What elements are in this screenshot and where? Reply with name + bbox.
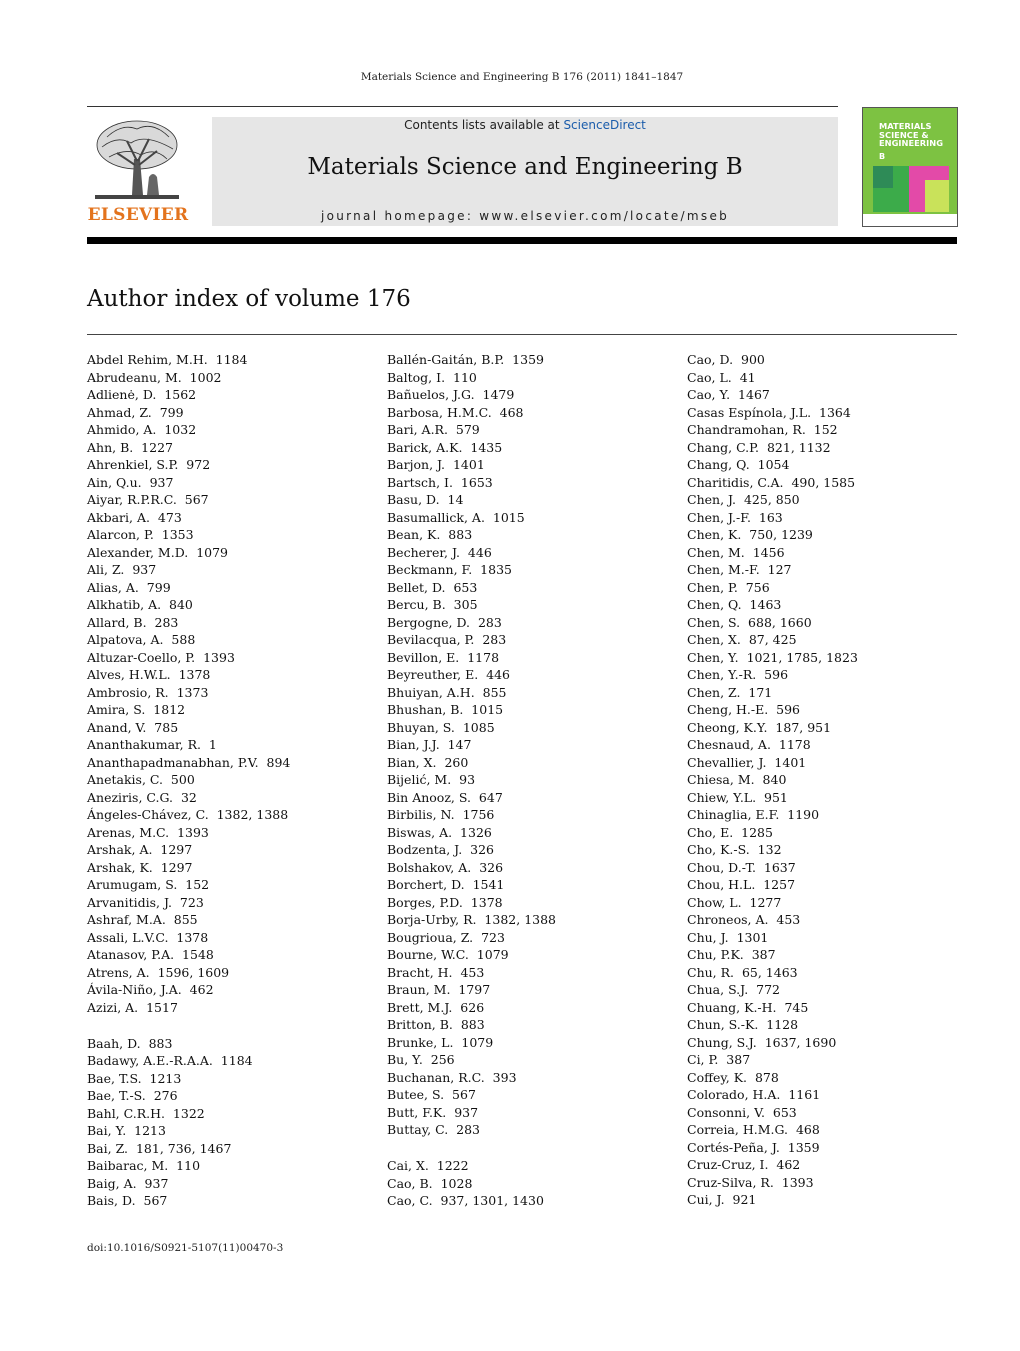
author-entry: Chou, D.-T. 1637 (687, 859, 796, 875)
author-entry: Borja-Urby, R. 1382, 1388 (387, 912, 557, 927)
author-entry: Aiyar, R.P.R.C. 567 (87, 492, 209, 507)
author-entry: Chen, K. 750, 1239 (687, 527, 813, 542)
author-entry: Ananthakumar, R. 1 (87, 737, 217, 752)
author-entry: Bergogne, D. 283 (387, 614, 502, 630)
author-entry: Chandramohan, R. 152 (687, 422, 838, 437)
author-entry: Bhuiyan, A.H. 855 (387, 684, 507, 700)
author-entry: Cortés-Peña, J. 1359 (687, 1139, 820, 1155)
author-entry: Buttay, C. 283 (387, 1122, 480, 1137)
author-entry: Becherer, J. 446 (387, 544, 492, 560)
author-entry: Ambrosio, R. 1373 (87, 684, 209, 700)
author-entry: Assali, L.V.C. 1378 (87, 929, 209, 945)
author-entry: Chen, Q. 1463 (687, 597, 782, 612)
sciencedirect-link[interactable]: ScienceDirect (563, 118, 646, 132)
author-entry: Birbilis, N. 1756 (387, 807, 495, 822)
page-title: Author index of volume 176 (87, 286, 411, 312)
author-column-3 (687, 351, 858, 1209)
author-entry: Chen, Y.-R. 596 (687, 667, 789, 682)
author-entry: Beckmann, F. 1835 (387, 562, 512, 577)
author-entry: Ananthapadmanabhan, P.V. 894 (87, 754, 291, 770)
author-entry: Cao, Y. 1467 (687, 387, 770, 402)
author-entry: Bae, T.-S. 276 (87, 1088, 178, 1103)
author-entry: Chen, J.-F. 163 (687, 509, 783, 525)
author-entry: Bahl, C.R.H. 1322 (87, 1105, 205, 1121)
author-entry: Azizi, A. 1517 (87, 999, 178, 1015)
author-entry: Abdel Rehim, M.H. 1184 (87, 352, 248, 367)
author-entry: Baah, D. 883 (87, 1035, 173, 1051)
elsevier-wordmark: ELSEVIER (87, 205, 189, 225)
letter-gap (87, 1016, 290, 1035)
author-entry: Britton, B. 883 (387, 1017, 485, 1032)
author-entry: Bin Anooz, S. 647 (387, 789, 503, 805)
author-entry: Anetakis, C. 500 (87, 772, 195, 787)
doi: doi:10.1016/S0921-5107(11)00470-3 (87, 1242, 284, 1254)
author-entry: Chang, Q. 1054 (687, 457, 790, 472)
contents-prefix: Contents lists available at (404, 118, 564, 132)
author-entry: Coffey, K. 878 (687, 1069, 779, 1085)
author-entry: Basumallick, A. 1015 (387, 509, 525, 525)
author-entry: Chou, H.L. 1257 (687, 877, 796, 892)
author-entry: Akbari, A. 473 (87, 509, 182, 525)
author-entry: Alpatova, A. 588 (87, 632, 196, 647)
cover-letter: B (879, 152, 886, 161)
author-entry: Butt, F.K. 937 (387, 1104, 479, 1120)
author-entry: Chun, S.-K. 1128 (687, 1017, 799, 1032)
author-entry: Bañuelos, J.G. 1479 (387, 387, 515, 402)
author-entry: Arumugam, S. 152 (87, 877, 210, 892)
author-entry: Arvanitidis, J. 723 (87, 894, 204, 910)
author-entry: Chang, C.P. 821, 1132 (687, 439, 831, 455)
author-entry: Ávila-Niño, J.A. 462 (87, 982, 214, 997)
author-entry: Colorado, H.A. 1161 (687, 1087, 821, 1102)
author-entry: Cruz-Silva, R. 1393 (687, 1174, 814, 1190)
author-entry: Borchert, D. 1541 (387, 877, 505, 892)
author-entry: Alexander, M.D. 1079 (87, 544, 229, 560)
author-entry: Bae, T.S. 1213 (87, 1070, 182, 1086)
author-entry: Basu, D. 14 (387, 492, 464, 507)
author-entry: Chu, J. 1301 (687, 929, 769, 945)
author-entry: Braun, M. 1797 (387, 982, 491, 997)
author-column-2 (387, 351, 556, 1210)
author-entry: Bartsch, I. 1653 (387, 474, 493, 490)
author-entry: Amira, S. 1812 (87, 702, 186, 717)
author-entry: Bercu, B. 305 (387, 597, 478, 612)
author-entry: Abrudeanu, M. 1002 (87, 369, 222, 385)
author-entry: Chu, R. 65, 1463 (687, 964, 798, 980)
author-entry: Chiesa, M. 840 (687, 772, 787, 787)
author-entry: Bolshakov, A. 326 (387, 859, 504, 875)
author-entry: Ain, Q.u. 937 (87, 474, 174, 490)
author-entry: Bijelić, M. 93 (387, 772, 476, 787)
author-entry: Bian, X. 260 (387, 754, 469, 770)
author-entry: Cao, C. 937, 1301, 1430 (387, 1193, 544, 1208)
author-entry: Ci, P. 387 (687, 1052, 751, 1067)
author-entry: Bourne, W.C. 1079 (387, 947, 509, 962)
author-entry: Cho, K.-S. 132 (687, 842, 782, 857)
author-entry: Chen, X. 87, 425 (687, 632, 797, 647)
author-entry: Chen, S. 688, 1660 (687, 614, 812, 630)
author-entry: Arenas, M.C. 1393 (87, 824, 209, 840)
author-entry: Buchanan, R.C. 393 (387, 1069, 517, 1085)
author-entry: Cheng, H.-E. 596 (687, 702, 801, 717)
author-entry: Cruz-Cruz, I. 462 (687, 1157, 801, 1172)
author-entry: Bhuyan, S. 1085 (387, 719, 495, 735)
author-entry: Ali, Z. 937 (87, 562, 157, 577)
author-entry: Chiew, Y.L. 951 (687, 789, 788, 805)
author-entry: Bian, J.J. 147 (387, 737, 472, 752)
header-thick-rule (87, 237, 957, 244)
author-entry: Chesnaud, A. 1178 (687, 737, 811, 752)
author-entry: Chung, S.J. 1637, 1690 (687, 1034, 837, 1050)
author-entry: Ahn, B. 1227 (87, 439, 173, 455)
author-entry: Bari, A.R. 579 (387, 422, 480, 437)
journal-cover (862, 107, 958, 227)
author-entry: Chroneos, A. 453 (687, 912, 801, 927)
author-entry: Butee, S. 567 (387, 1087, 476, 1102)
author-entry: Chua, S.J. 772 (687, 982, 780, 997)
author-entry: Arshak, A. 1297 (87, 842, 193, 857)
title-rule (87, 334, 957, 335)
author-entry: Barick, A.K. 1435 (387, 439, 503, 455)
author-entry: Alarcon, P. 1353 (87, 527, 194, 542)
cover-title: MATERIALS SCIENCE & ENGINEERING (879, 121, 944, 149)
author-entry: Ahmad, Z. 799 (87, 404, 184, 420)
author-entry: Baltog, I. 110 (387, 369, 477, 385)
author-entry: Chen, Y. 1021, 1785, 1823 (687, 649, 858, 665)
author-entry: Cao, B. 1028 (387, 1175, 473, 1191)
author-entry: Chinaglia, E.F. 1190 (687, 807, 820, 822)
author-entry: Chuang, K.-H. 745 (687, 999, 809, 1015)
author-entry: Chen, P. 756 (687, 579, 770, 595)
author-entry: Bu, Y. 256 (387, 1052, 455, 1067)
author-entry: Chen, M.-F. 127 (687, 562, 792, 577)
author-entry: Cui, J. 921 (687, 1192, 757, 1207)
author-entry: Chen, J. 425, 850 (687, 492, 800, 507)
journal-title: Materials Science and Engineering B (307, 154, 743, 180)
author-entry: Alves, H.W.L. 1378 (87, 667, 211, 682)
author-entry: Cai, X. 1222 (387, 1158, 469, 1173)
author-entry: Baibarac, M. 110 (87, 1158, 201, 1173)
author-entry: Consonni, V. 653 (687, 1104, 797, 1120)
author-entry: Chu, P.K. 387 (687, 947, 776, 962)
author-entry: Badawy, A.E.-R.A.A. 1184 (87, 1053, 253, 1068)
author-entry: Ballén-Gaitán, B.P. 1359 (387, 352, 544, 367)
author-entry: Chow, L. 1277 (687, 894, 782, 910)
author-entry: Alias, A. 799 (87, 579, 171, 595)
author-entry: Alkhatib, A. 840 (87, 597, 193, 612)
author-entry: Atrens, A. 1596, 1609 (87, 964, 230, 980)
author-entry: Chevallier, J. 1401 (687, 754, 807, 770)
author-entry: Bean, K. 883 (387, 527, 473, 542)
author-entry: Ángeles-Chávez, C. 1382, 1388 (87, 807, 289, 822)
author-entry: Ahmido, A. 1032 (87, 422, 197, 437)
author-entry: Bougrioua, Z. 723 (387, 929, 505, 945)
top-rule (87, 106, 838, 107)
author-entry: Correia, H.M.G. 468 (687, 1122, 820, 1137)
author-entry: Borges, P.D. 1378 (387, 894, 503, 910)
author-entry: Bai, Z. 181, 736, 1467 (87, 1140, 232, 1156)
author-entry: Arshak, K. 1297 (87, 859, 193, 875)
letter-gap (387, 1139, 556, 1158)
running-head: Materials Science and Engineering B 176 (2011) 1841–1847 (360, 71, 684, 83)
author-entry: Anand, V. 785 (87, 719, 179, 735)
author-entry: Biswas, A. 1326 (387, 824, 492, 840)
author-entry: Cheong, K.Y. 187, 951 (687, 719, 832, 735)
author-entry: Bevillon, E. 1178 (387, 649, 500, 665)
author-entry: Bellet, D. 653 (387, 579, 478, 595)
author-entry: Ashraf, M.A. 855 (87, 912, 198, 927)
author-entry: Bai, Y. 1213 (87, 1123, 166, 1138)
author-entry: Bevilacqua, P. 283 (387, 632, 507, 647)
author-entry: Bodzenta, J. 326 (387, 842, 494, 857)
author-entry: Adlienė, D. 1562 (87, 387, 197, 402)
author-entry: Barbosa, H.M.C. 468 (387, 404, 524, 420)
author-entry: Aneziris, C.G. 32 (87, 789, 197, 805)
author-entry: Atanasov, P.A. 1548 (87, 947, 214, 962)
contents-line (212, 118, 838, 132)
author-entry: Barjon, J. 1401 (387, 457, 485, 472)
author-entry: Brunke, L. 1079 (387, 1034, 494, 1050)
author-entry: Chen, Z. 171 (687, 684, 773, 700)
author-entry: Casas Espínola, J.L. 1364 (687, 404, 851, 420)
author-entry: Ahrenkiel, S.P. 972 (87, 457, 211, 472)
author-entry: Baig, A. 937 (87, 1175, 169, 1191)
author-entry: Altuzar-Coello, P. 1393 (87, 649, 235, 665)
journal-homepage[interactable]: journal homepage: www.elsevier.com/locate/mseb (320, 209, 730, 223)
author-entry: Bais, D. 567 (87, 1193, 168, 1208)
author-entry: Bracht, H. 453 (387, 964, 485, 980)
author-entry: Allard, B. 283 (87, 614, 179, 630)
author-entry: Bhushan, B. 1015 (387, 702, 504, 717)
author-entry: Brett, M.J. 626 (387, 999, 485, 1015)
author-entry: Cho, E. 1285 (687, 824, 773, 840)
author-entry: Cao, L. 41 (687, 369, 756, 385)
author-column-1 (87, 351, 290, 1210)
author-entry: Beyreuther, E. 446 (387, 667, 510, 682)
author-entry: Chen, M. 1456 (687, 544, 785, 560)
author-entry: Cao, D. 900 (687, 352, 765, 367)
author-entry: Charitidis, C.A. 490, 1585 (687, 474, 856, 490)
